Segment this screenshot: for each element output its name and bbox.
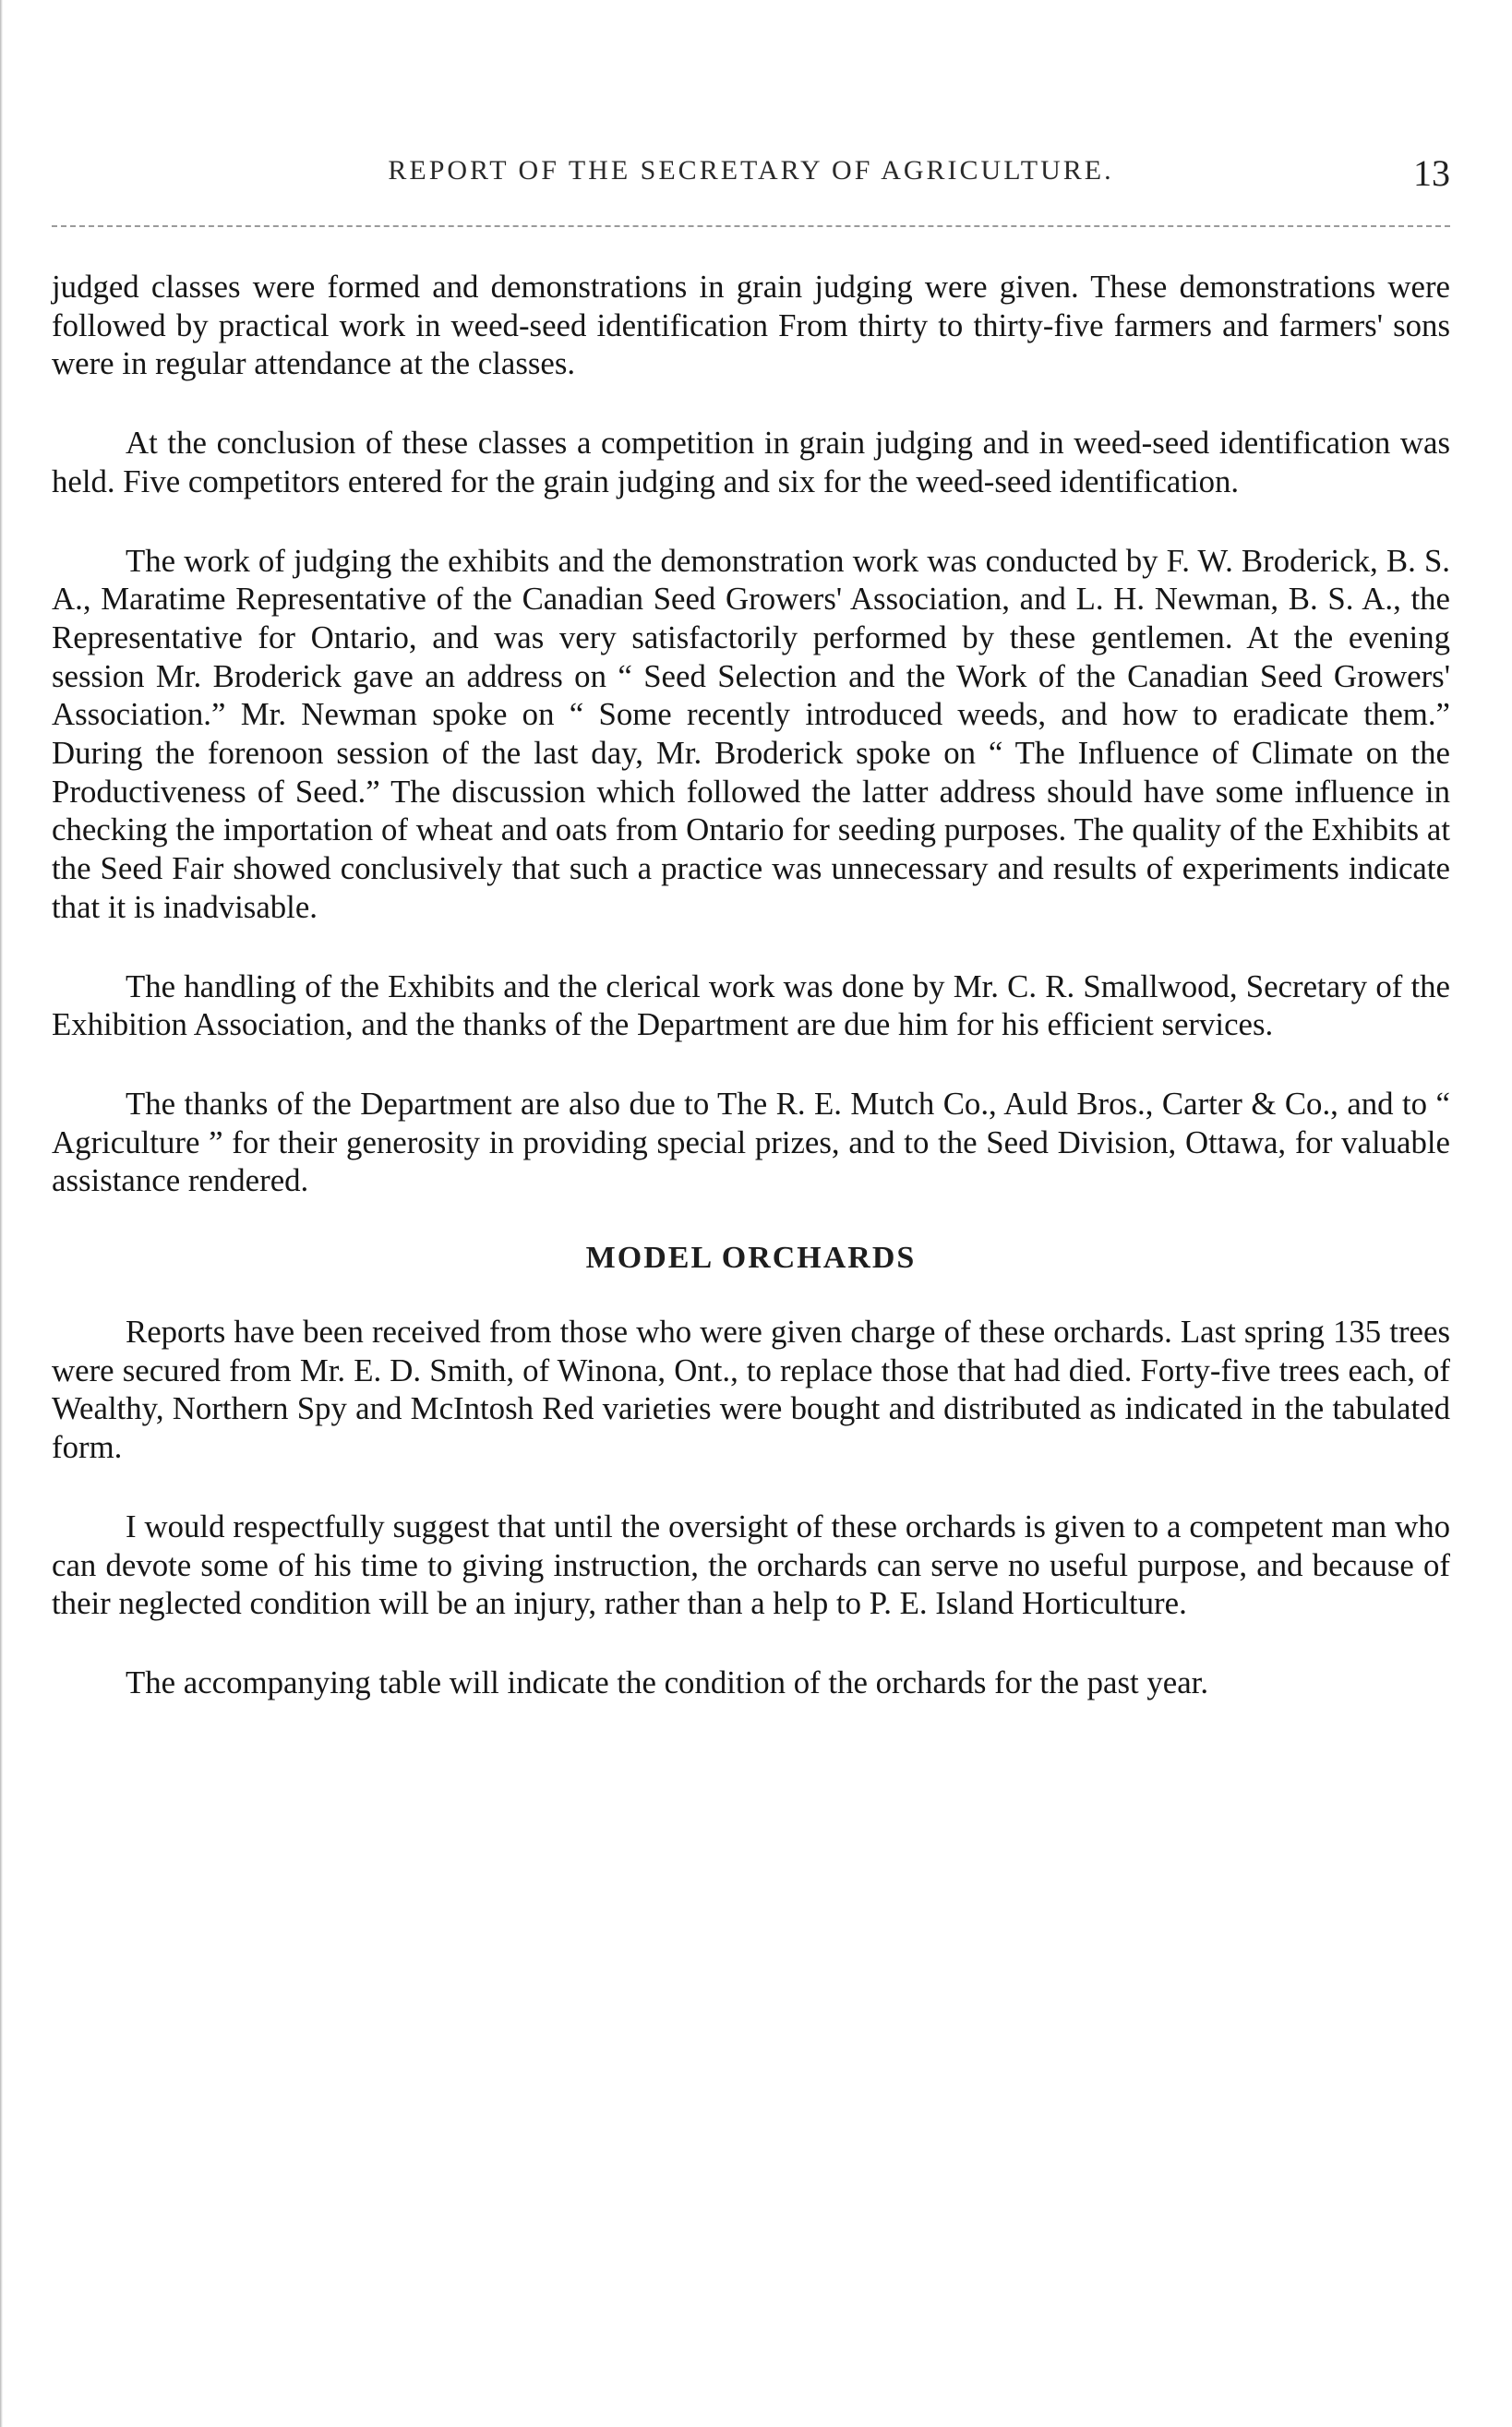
paragraph: The thanks of the Department are also due to The R. E. Mutch Co., Auld Bros., Carter & Co., and to “ Agriculture ” for their generosity in providing special prizes, and to the Seed Division, Ottawa, for valuable assistance rendered.	[52, 1085, 1450, 1199]
header-rule	[52, 225, 1450, 227]
paragraph: The work of judging the exhibits and the demonstration work was conducted by F. W. Broderick, B. S. A., Maratime Representative of the Canadian Seed Growers' Association, and L. H. Newman, B. S. A., the Representative for Ontario, and was very satisfactorily performed by these gentlemen. At the evening session Mr. Broderick gave an address on “ Seed Selection and the Work of the Canadian Seed Growers' Association.” Mr. Newman spoke on “ Some recently introduced weeds, and how to eradicate them.” During the forenoon session of the last day, Mr. Broderick spoke on “ The Influence of Climate on the Productiveness of Seed.” The discussion which followed the latter address should have some influence in checking the importation of wheat and oats from Ontario for seeding purposes. The quality of the Exhibits at the Seed Fair showed conclusively that such a practice was unnecessary and results of experiments indicate that it is inadvisable.	[52, 542, 1450, 925]
body-text	[52, 268, 1450, 1743]
paragraph: Reports have been received from those who were given charge of these orchards. Last spring 135 trees were secured from Mr. E. D. Smith, of Winona, Ont., to replace those that had died. Forty-five trees each, of Wealthy, Northern Spy and McIntosh Red varieties were bought and distributed as indicated in the tabulated form.	[52, 1314, 1450, 1466]
page-edge-shadow	[0, 0, 3, 2427]
page-number: 13	[1413, 152, 1450, 194]
paragraph: I would respectfully suggest that until the oversight of these orchards is given to a competent man who can devote some of his time to giving instruction, the orchards can serve no useful purpose, and because of their neglected condition will be an injury, rather than a help to P. E. Island Horticulture.	[52, 1508, 1450, 1622]
paragraph: judged classes were formed and demonstrations in grain judging were given. These demonstrations were followed by practical work in weed-seed identification From thirty to thirty-five farmers and farmers' sons were in regular attendance at the classes.	[52, 269, 1450, 382]
paragraph: The handling of the Exhibits and the clerical work was done by Mr. C. R. Smallwood, Secretary of the Exhibition Association, and the thanks of the Department are due him for his efficient services.	[52, 967, 1450, 1043]
running-header	[52, 152, 1450, 201]
paragraph: At the conclusion of these classes a competition in grain judging and in weed-seed identification was held. Five competitors entered for the grain judging and six for the weed-seed identification.	[52, 425, 1450, 499]
paragraph: The accompanying table will indicate the condition of the orchards for the past year.	[126, 1664, 1209, 1700]
section-heading: MODEL ORCHARDS	[585, 1241, 917, 1276]
running-title: REPORT OF THE SECRETARY OF AGRICULTURE.	[388, 155, 1114, 186]
